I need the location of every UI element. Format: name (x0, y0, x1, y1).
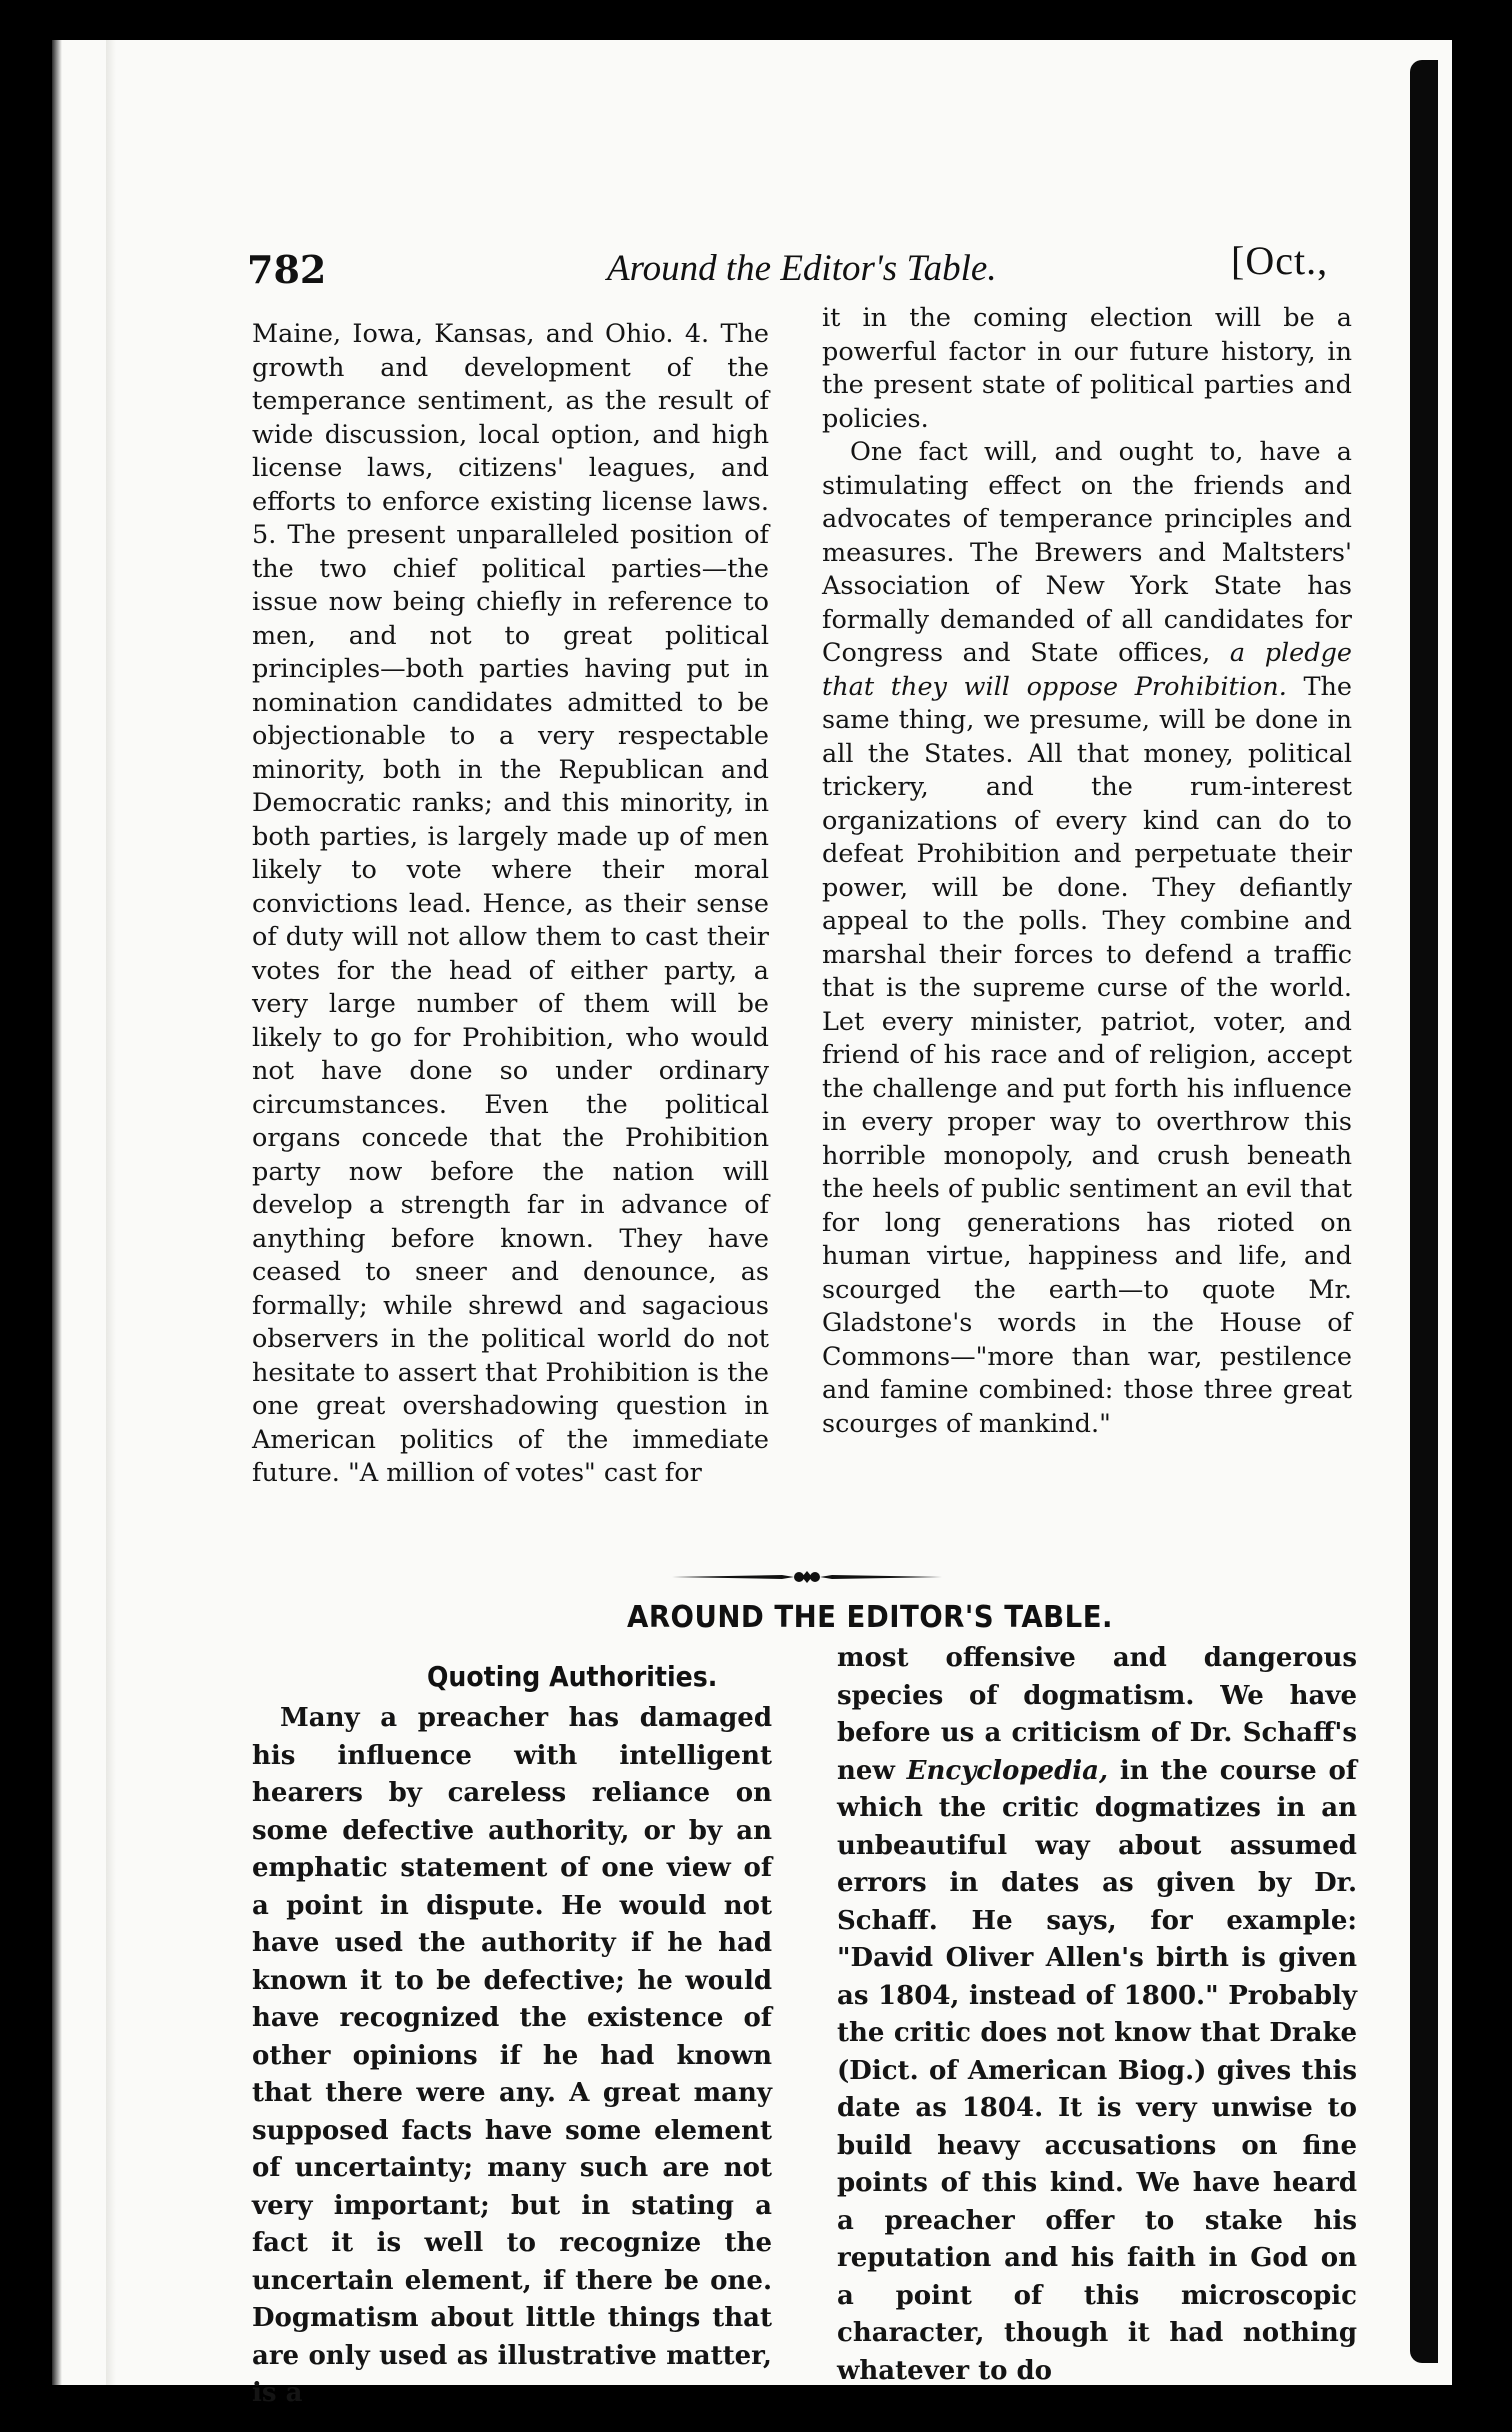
paragraph-2-before: One fact will, and ought to, have a stimulating effect on the friends and advocates of temperance principles and measures. The Brewers and Maltsters' Association of New York State has formally demanded of all candidates for Congress and State offices, (822, 437, 1352, 668)
paragraph-2-after: The same thing, we presume, will be done in all the States. All that money, political trickery, and the rum-interest organizations of every kind can do to defeat Prohibition and perpetuate their power, will be done. They defiantly appeal to the polls. They combine and marshal their forces to defend a traffic that is the supreme curse of the world. Let every minister, patriot, voter, and friend of his race and of religion, accept the challenge and put forth his influence in every proper way to overthrow this horrible monopoly, and crush beneath the heels of public sentiment an evil that for long generations has rioted on human virtue, happiness and life, and scourged the earth—to quote Mr. Gladstone's words in the House of Commons—"more than war, pestilence and famine combined: those three great scourges of mankind." (822, 671, 1353, 1439)
section-heading: AROUND THE EDITOR'S TABLE. (627, 1600, 1113, 1635)
section-divider (672, 1567, 942, 1587)
section-left-text: Many a preacher has damaged his influence with intelligent hearers by careless reliance on some defective authority, or by an emphatic statement of one view of a point in dispute. He would not have used the authority if he had known it to be defective; he would have recognized the existence of other opinions if he had known that there were any. A great many supposed facts have some element of uncertainty; many such are not very important; but in stating a fact it is well to recognize the uncertain element, if there be one. Dogmatism about little things that are only used as illustrative matter, is a (252, 1703, 772, 2408)
page-gutter (106, 40, 116, 2385)
pledge-quote: a pledge that they will oppose Prohibition. (822, 638, 1353, 702)
running-date: [Oct., (1231, 238, 1329, 283)
encyclopedia-title: Encyclopedia, (906, 1755, 1109, 1786)
article-left-text: Maine, Iowa, Kansas, and Ohio. 4. The growth and development of the temperance sentiment, as the result of wide discussion, local option, and high license laws, citizens' leagues, and efforts to enforce existing license laws. 5. The present unparalleled position of the two chief political parties—the issue now being chiefly in reference to men, and not to great political principles—both parties having put in nomination candidates admitted to be objectionable to a very respectable minority, both in the Republican and Democratic ranks; and this minority, in both parties, is largely made up of men likely to vote where their moral convictions lead. Hence, as their sense of duty will not allow them to cast their votes for the head of either party, a very large number of them will be likely to go for Prohibition, who would not have done so under ordinary circumstances. Even the political organs concede that the Prohibition party now before the nation will develop a strength far in advance of anything before known. They have ceased to sneer and denounce, as formally; while shrewd and sagacious observers in the political world do not hesitate to assert that Prohibition is the one great overshadowing question in American politics of the immediate future. "A million of votes" cast for (252, 319, 769, 1488)
subheading: Quoting Authorities. (427, 1660, 718, 1693)
article-right-column (822, 302, 1352, 1441)
section-right-column (837, 1640, 1357, 2390)
section-right-before: most offensive and dangerous species of dogmatism. We have before us a criticism of Dr. Schaff's new (837, 1643, 1357, 1786)
article-right-paragraph-1: it in the coming election will be a powerful factor in our future history, in the present state of political parties and policies. (822, 303, 1352, 434)
scan-right-edge (1410, 60, 1438, 2363)
running-header (197, 205, 1397, 292)
book-page (52, 40, 1452, 2408)
section-right-after: in the course of which the critic dogmatizes in an unbeautiful way about assumed errors in dates as given by Dr. Schaff. He says, for example: "David Oliver Allen's birth is given as 1804, instead of 1800." Probably the critic does not know that Drake (Dict. of American Biog.) gives this date as 1804. It is very unwise to build heavy accusations on fine points of this kind. We have heard a preacher offer to stake his reputation and his faith in God on a point of this microscopic character, though it had nothing whatever to do (837, 1755, 1357, 2386)
article-right-paragraph-2 (822, 436, 1352, 1441)
page-left-edge (52, 40, 62, 2385)
article-left-column (252, 318, 769, 1491)
section-left-column (252, 1700, 772, 2413)
section-right-paragraph (837, 1640, 1357, 2390)
page-number: 782 (247, 247, 327, 292)
running-title: Around the Editor's Table. (607, 248, 997, 289)
